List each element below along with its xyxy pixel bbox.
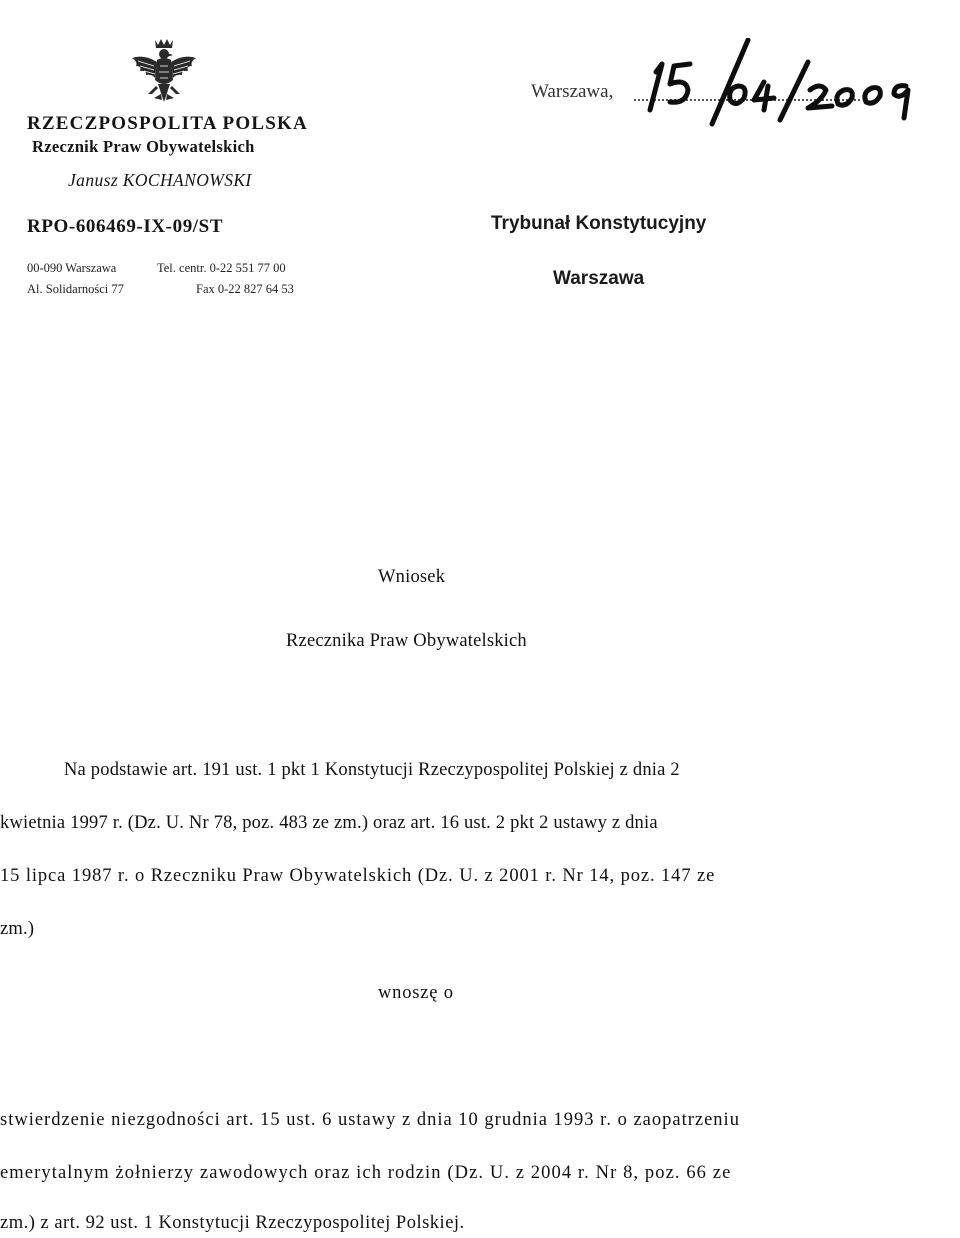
claim-line: emerytalnym żołnierzy zawodowych oraz ich rodzin (Dz. U. z 2004 r. Nr 8, poz. 66 ze [0,1163,732,1183]
address-line-2: Al. Solidarności 77 [27,282,124,296]
letterhead-office: Rzecznik Praw Obywatelskich [32,137,255,156]
document-title: Wniosek [378,567,446,587]
recipient-line-2: Warszawa [553,268,645,289]
phone-number: Tel. centr. 0-22 551 77 00 [157,261,286,275]
body-line: 15 lipca 1987 r. o Rzeczniku Praw Obywatelskich (Dz. U. z 2001 r. Nr 14, poz. 147 ze [0,866,716,886]
letterhead-official-name: Janusz KOCHANOWSKI [68,170,252,190]
recipient-line-1: Trybunał Konstytucyjny [491,213,707,234]
body-line: Na podstawie art. 191 ust. 1 pkt 1 Konstytucji Rzeczypospolitej Polskiej z dnia 2 [64,760,680,780]
claim-line: stwierdzenie niezgodności art. 15 ust. 6 ustawy z dnia 10 grudnia 1993 r. o zaopatrzeniu [0,1110,740,1130]
reference-number: RPO-606469-IX-09/ST [27,216,224,237]
letterhead-country: RZECZPOSPOLITA POLSKA [27,113,308,134]
document-subtitle: Rzecznika Praw Obywatelskich [286,631,527,651]
fax-number: Fax 0-22 827 64 53 [196,282,294,296]
date-place: Warszawa, [531,81,614,102]
address-line-1: 00-090 Warszawa [27,261,117,275]
polish-eagle-emblem-icon [128,36,198,110]
request-statement: wnoszę o [378,983,454,1003]
body-line: zm.) [0,919,35,939]
body-line: kwietnia 1997 r. (Dz. U. Nr 78, poz. 483 ze zm.) oraz art. 16 ust. 2 pkt 2 ustawy z dnia [0,813,658,833]
claim-line: zm.) z art. 92 ust. 1 Konstytucji Rzeczypospolitej Polskiej. [0,1213,465,1233]
handwritten-date [640,38,920,128]
